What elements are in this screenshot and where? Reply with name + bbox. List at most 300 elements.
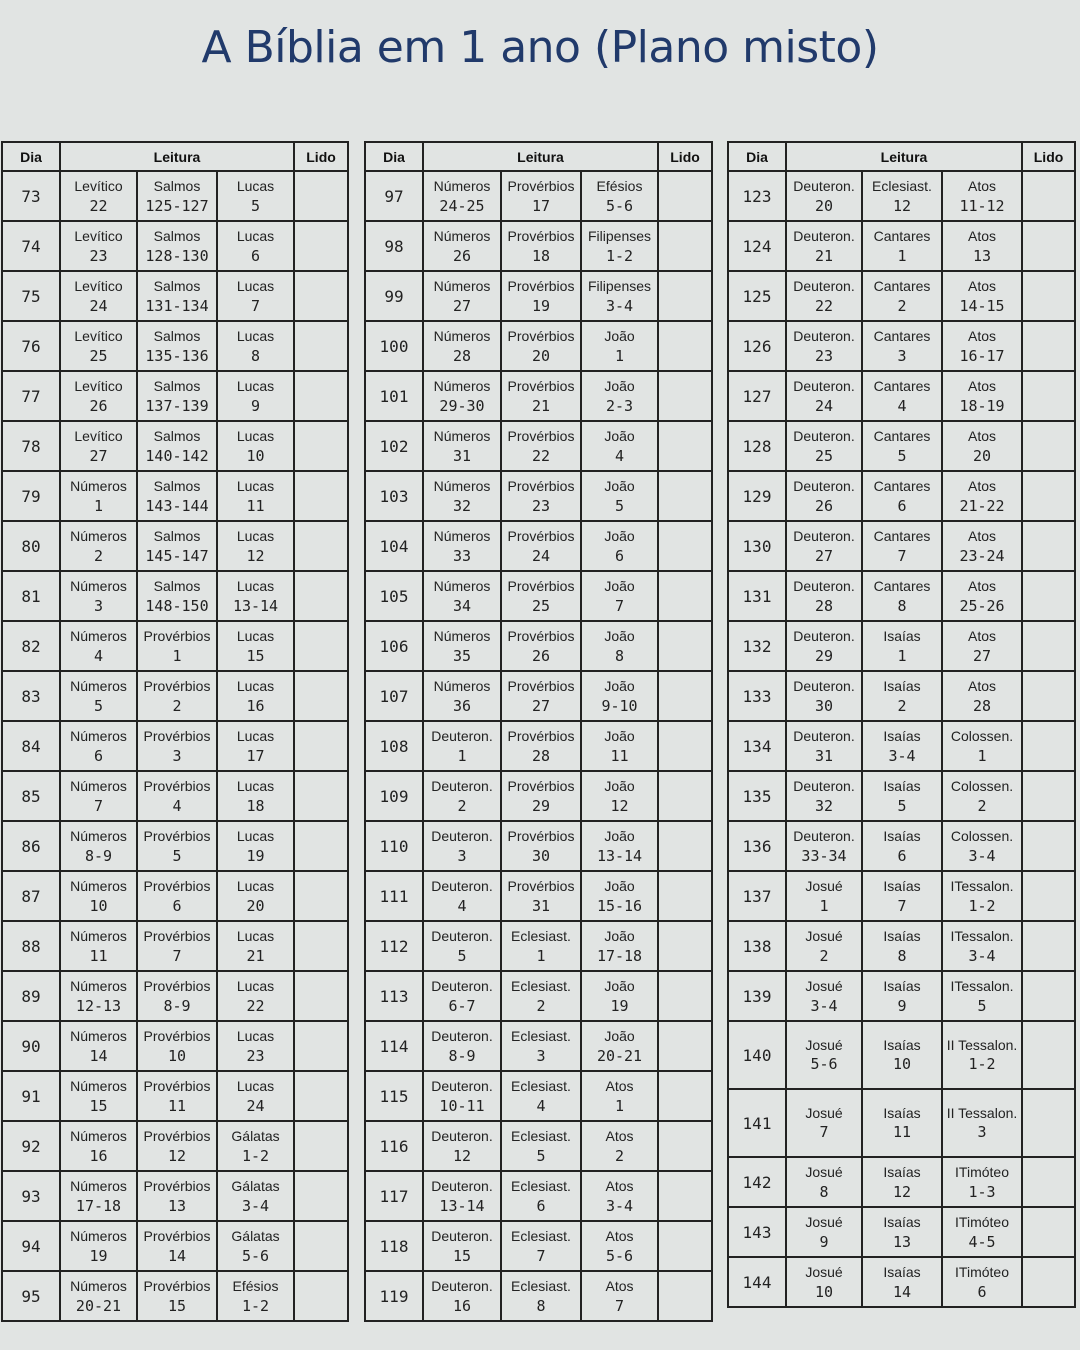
chapters: 20 xyxy=(246,897,265,915)
page-title: A Bíblia em 1 ano (Plano misto) xyxy=(201,22,879,73)
read-checkbox-cell[interactable] xyxy=(658,971,712,1021)
read-checkbox-cell[interactable] xyxy=(1022,621,1075,671)
book-name: João xyxy=(604,1028,635,1044)
reading-cell xyxy=(217,321,294,371)
read-checkbox-cell[interactable] xyxy=(294,1121,348,1171)
reading-cell xyxy=(862,1257,942,1307)
table-row xyxy=(2,271,348,321)
reading-cell xyxy=(423,321,501,371)
read-checkbox-cell[interactable] xyxy=(658,421,712,471)
read-checkbox-cell[interactable] xyxy=(658,171,712,221)
read-checkbox-cell[interactable] xyxy=(1022,971,1075,1021)
book-name: Atos xyxy=(605,1078,634,1094)
chapters: 13 xyxy=(972,247,992,265)
table-row xyxy=(728,521,1075,571)
book-name: Levítico xyxy=(74,228,123,244)
read-checkbox-cell[interactable] xyxy=(658,321,712,371)
chapters: 7 xyxy=(536,1247,546,1265)
read-checkbox-cell[interactable] xyxy=(1022,1157,1075,1207)
reading-cell xyxy=(942,871,1022,921)
read-checkbox-cell[interactable] xyxy=(294,771,348,821)
chapters: 12 xyxy=(167,1147,187,1165)
reading-cell xyxy=(942,171,1022,221)
day-number: 75 xyxy=(2,271,60,321)
read-checkbox-cell[interactable] xyxy=(658,621,712,671)
chapters: 15 xyxy=(246,647,265,665)
book-name: Atos xyxy=(605,1178,634,1194)
day-number: 90 xyxy=(2,1021,60,1071)
chapters: 26 xyxy=(531,647,551,665)
book-name: Deuteron. xyxy=(793,178,855,194)
book-name: Eclesiast. xyxy=(511,928,571,944)
reading-cell xyxy=(501,671,581,721)
read-checkbox-cell[interactable] xyxy=(1022,221,1075,271)
book-name: Levítico xyxy=(74,178,123,194)
book-name: Números xyxy=(70,578,127,594)
reading-cell xyxy=(60,1271,137,1321)
chapters: 19 xyxy=(246,847,265,865)
table-row xyxy=(2,371,348,421)
reading-cell xyxy=(60,421,137,471)
reading-cell xyxy=(786,971,862,1021)
chapters: 23 xyxy=(89,247,108,265)
chapters: 4 xyxy=(536,1097,546,1115)
chapters: 28 xyxy=(814,597,834,615)
read-checkbox-cell[interactable] xyxy=(294,171,348,221)
chapters: 29 xyxy=(531,797,551,815)
table-row xyxy=(2,471,348,521)
book-name: Cantares xyxy=(873,528,931,544)
day-number: 113 xyxy=(365,971,423,1021)
chapters: 16 xyxy=(246,697,265,715)
read-checkbox-cell[interactable] xyxy=(294,1221,348,1271)
chapters: 1 xyxy=(93,497,104,515)
read-checkbox-cell[interactable] xyxy=(294,971,348,1021)
book-name: João xyxy=(604,728,635,744)
chapters: 31 xyxy=(814,747,834,765)
book-name: Eclesiast. xyxy=(511,1128,571,1144)
reading-cell xyxy=(862,171,942,221)
read-checkbox-cell[interactable] xyxy=(658,571,712,621)
chapters: 25-26 xyxy=(959,597,1005,615)
chapters: 7 xyxy=(172,947,182,965)
chapters: 14 xyxy=(89,1047,108,1065)
book-name: Números xyxy=(70,778,127,794)
reading-cell xyxy=(423,821,501,871)
reading-cell xyxy=(581,1021,658,1071)
book-name: Provérbios xyxy=(143,928,211,944)
book-name: Provérbios xyxy=(143,828,211,844)
book-name: Números xyxy=(70,1178,127,1194)
chapters: 3 xyxy=(172,747,182,765)
chapters: 10 xyxy=(167,1047,187,1065)
table-row xyxy=(728,1207,1075,1257)
reading-cell xyxy=(942,421,1022,471)
read-checkbox-cell[interactable] xyxy=(1022,1089,1075,1157)
reading-cell xyxy=(942,1207,1022,1257)
reading-cell xyxy=(60,571,137,621)
read-checkbox-cell[interactable] xyxy=(294,621,348,671)
read-checkbox-cell[interactable] xyxy=(294,1021,348,1071)
table-row xyxy=(728,621,1075,671)
book-name: ITessalon. xyxy=(950,878,1014,894)
read-checkbox-cell[interactable] xyxy=(294,221,348,271)
read-checkbox-cell[interactable] xyxy=(294,1271,348,1321)
reading-cell xyxy=(60,1071,137,1121)
table-row xyxy=(365,721,712,771)
day-number: 111 xyxy=(365,871,423,921)
chapters: 28 xyxy=(452,347,472,365)
book-name: II Tessalon. xyxy=(946,1037,1018,1053)
read-checkbox-cell[interactable] xyxy=(1022,821,1075,871)
chapters: 11 xyxy=(89,947,108,965)
day-number: 76 xyxy=(2,321,60,371)
chapters: 8-9 xyxy=(163,997,191,1015)
read-checkbox-cell[interactable] xyxy=(1022,471,1075,521)
reading-cell xyxy=(862,471,942,521)
reading-cell xyxy=(942,1089,1022,1157)
chapters: 17-18 xyxy=(596,947,643,965)
book-name: Lucas xyxy=(236,378,275,394)
chapters: 4 xyxy=(457,897,467,915)
read-checkbox-cell[interactable] xyxy=(658,1021,712,1071)
read-checkbox-cell[interactable] xyxy=(658,771,712,821)
chapters: 3-4 xyxy=(968,847,996,865)
book-name: Provérbios xyxy=(507,378,575,394)
chapters: 4 xyxy=(615,447,625,465)
book-name: Números xyxy=(433,478,491,494)
reading-cell xyxy=(581,171,658,221)
chapters: 3 xyxy=(457,847,467,865)
book-name: Números xyxy=(70,678,127,694)
read-checkbox-cell[interactable] xyxy=(1022,271,1075,321)
day-number: 82 xyxy=(2,621,60,671)
day-number: 102 xyxy=(365,421,423,471)
day-number: 83 xyxy=(2,671,60,721)
book-name: Provérbios xyxy=(143,1028,211,1044)
read-checkbox-cell[interactable] xyxy=(658,1121,712,1171)
table-row xyxy=(728,1157,1075,1207)
book-name: Levítico xyxy=(74,378,123,394)
book-name: Salmos xyxy=(153,228,201,244)
reading-cell xyxy=(942,821,1022,871)
chapters: 1 xyxy=(615,347,625,365)
book-name: João xyxy=(604,478,635,494)
chapters: 7 xyxy=(897,547,907,565)
reading-cell xyxy=(423,871,501,921)
book-name: Lucas xyxy=(236,478,275,494)
chapters: 26 xyxy=(89,397,108,415)
book-name: Atos xyxy=(968,528,997,544)
chapters: 8 xyxy=(536,1297,546,1315)
reading-cell xyxy=(581,371,658,421)
book-name: Deuteron. xyxy=(431,1178,493,1194)
book-name: Provérbios xyxy=(143,1128,211,1144)
table-row xyxy=(365,521,712,571)
reading-cell xyxy=(137,1021,217,1071)
chapters: 15 xyxy=(167,1297,187,1315)
book-name: Deuteron. xyxy=(793,678,855,694)
reading-cell xyxy=(60,621,137,671)
reading-cell xyxy=(137,1171,217,1221)
book-name: Isaías xyxy=(883,778,921,794)
book-name: Eclesiast. xyxy=(872,178,932,194)
read-checkbox-cell[interactable] xyxy=(658,1221,712,1271)
chapters: 33-34 xyxy=(801,847,847,865)
book-name: Gálatas xyxy=(231,1128,280,1144)
chapters: 145-147 xyxy=(145,547,209,565)
book-name: Salmos xyxy=(153,378,201,394)
chapters: 28 xyxy=(531,747,551,765)
header-read: Lido xyxy=(658,142,712,171)
book-name: Lucas xyxy=(236,328,275,344)
chapters: 7 xyxy=(819,1123,829,1141)
day-number: 107 xyxy=(365,671,423,721)
header-read: Lido xyxy=(1022,142,1075,171)
book-name: João xyxy=(604,628,635,644)
book-name: Deuteron. xyxy=(431,1028,493,1044)
read-checkbox-cell[interactable] xyxy=(658,821,712,871)
table-row xyxy=(728,421,1075,471)
book-name: Números xyxy=(433,428,491,444)
day-number: 128 xyxy=(728,421,786,471)
reading-cell xyxy=(862,421,942,471)
book-name: II Tessalon. xyxy=(946,1105,1018,1121)
day-number: 125 xyxy=(728,271,786,321)
read-checkbox-cell[interactable] xyxy=(294,421,348,471)
read-checkbox-cell[interactable] xyxy=(1022,921,1075,971)
read-checkbox-cell[interactable] xyxy=(294,1171,348,1221)
book-name: Salmos xyxy=(153,328,201,344)
table-row xyxy=(2,821,348,871)
reading-cell xyxy=(942,621,1022,671)
reading-cell xyxy=(942,1021,1022,1089)
reading-cell xyxy=(862,871,942,921)
read-checkbox-cell[interactable] xyxy=(294,1071,348,1121)
reading-cell xyxy=(60,671,137,721)
chapters: 2 xyxy=(615,1147,625,1165)
chapters: 5-6 xyxy=(241,1247,270,1265)
book-name: Josué xyxy=(805,1264,843,1280)
reading-cell xyxy=(862,771,942,821)
reading-cell xyxy=(423,371,501,421)
read-checkbox-cell[interactable] xyxy=(294,321,348,371)
read-checkbox-cell[interactable] xyxy=(294,471,348,521)
reading-cell xyxy=(862,671,942,721)
book-name: Números xyxy=(433,228,491,244)
reading-cell xyxy=(786,321,862,371)
reading-cell xyxy=(786,671,862,721)
read-checkbox-cell[interactable] xyxy=(658,371,712,421)
reading-cell xyxy=(423,1271,501,1321)
read-checkbox-cell[interactable] xyxy=(658,271,712,321)
chapters: 3-4 xyxy=(888,747,916,765)
read-checkbox-cell[interactable] xyxy=(294,871,348,921)
read-checkbox-cell[interactable] xyxy=(1022,871,1075,921)
chapters: 7 xyxy=(251,297,261,315)
table-row xyxy=(2,1271,348,1321)
book-name: Isaías xyxy=(883,628,921,644)
read-checkbox-cell[interactable] xyxy=(294,371,348,421)
table-row xyxy=(2,1071,348,1121)
book-name: Gálatas xyxy=(231,1178,280,1194)
reading-cell xyxy=(581,621,658,671)
book-name: Eclesiast. xyxy=(511,1078,571,1094)
reading-cell xyxy=(423,771,501,821)
read-checkbox-cell[interactable] xyxy=(658,221,712,271)
day-number: 123 xyxy=(728,171,786,221)
book-name: Levítico xyxy=(74,328,123,344)
chapters: 35 xyxy=(452,647,472,665)
table-row xyxy=(2,1121,348,1171)
read-checkbox-cell[interactable] xyxy=(1022,371,1075,421)
reading-cell xyxy=(423,471,501,521)
read-checkbox-cell[interactable] xyxy=(1022,1207,1075,1257)
book-name: Deuteron. xyxy=(431,778,493,794)
chapters: 1 xyxy=(172,647,182,665)
chapters: 31 xyxy=(531,897,551,915)
reading-cell xyxy=(60,971,137,1021)
book-name: Efésios xyxy=(596,178,643,194)
chapters: 27 xyxy=(452,297,472,315)
read-checkbox-cell[interactable] xyxy=(1022,321,1075,371)
reading-cell xyxy=(423,621,501,671)
read-checkbox-cell[interactable] xyxy=(1022,421,1075,471)
book-name: ITessalon. xyxy=(950,978,1014,994)
day-number: 136 xyxy=(728,821,786,871)
read-checkbox-cell[interactable] xyxy=(294,521,348,571)
chapters: 10 xyxy=(89,897,108,915)
reading-cell xyxy=(942,721,1022,771)
read-checkbox-cell[interactable] xyxy=(658,471,712,521)
reading-cell xyxy=(786,421,862,471)
reading-cell xyxy=(217,1121,294,1171)
chapters: 8 xyxy=(251,347,261,365)
read-checkbox-cell[interactable] xyxy=(658,1171,712,1221)
book-name: Isaías xyxy=(883,1037,921,1053)
table-row xyxy=(728,321,1075,371)
book-name: Atos xyxy=(968,378,997,394)
book-name: Provérbios xyxy=(507,228,575,244)
read-checkbox-cell[interactable] xyxy=(1022,1021,1075,1089)
reading-cell xyxy=(217,921,294,971)
table-row xyxy=(365,171,712,221)
read-checkbox-cell[interactable] xyxy=(1022,171,1075,221)
read-checkbox-cell[interactable] xyxy=(294,571,348,621)
reading-cell xyxy=(137,421,217,471)
chapters: 17 xyxy=(531,197,551,215)
reading-cell xyxy=(137,1071,217,1121)
book-name: Deuteron. xyxy=(793,378,855,394)
read-checkbox-cell[interactable] xyxy=(658,921,712,971)
chapters: 25 xyxy=(814,447,834,465)
book-name: Josué xyxy=(805,1214,843,1230)
read-checkbox-cell[interactable] xyxy=(658,721,712,771)
book-name: Deuteron. xyxy=(793,428,855,444)
day-number: 92 xyxy=(2,1121,60,1171)
chapters: 6-7 xyxy=(448,997,476,1015)
book-name: João xyxy=(604,528,635,544)
chapters: 15 xyxy=(89,1097,108,1115)
book-name: Provérbios xyxy=(507,578,575,594)
read-checkbox-cell[interactable] xyxy=(1022,571,1075,621)
chapters: 6 xyxy=(897,497,907,515)
day-number: 87 xyxy=(2,871,60,921)
reading-cell xyxy=(501,371,581,421)
reading-cell xyxy=(217,421,294,471)
read-checkbox-cell[interactable] xyxy=(294,821,348,871)
book-name: Isaías xyxy=(883,928,921,944)
reading-cell xyxy=(423,921,501,971)
reading-cell xyxy=(501,721,581,771)
reading-cell xyxy=(217,221,294,271)
book-name: Atos xyxy=(968,328,997,344)
reading-cell xyxy=(501,521,581,571)
read-checkbox-cell[interactable] xyxy=(1022,1257,1075,1307)
book-name: Deuteron. xyxy=(793,778,855,794)
read-checkbox-cell[interactable] xyxy=(1022,521,1075,571)
read-checkbox-cell[interactable] xyxy=(1022,721,1075,771)
read-checkbox-cell[interactable] xyxy=(1022,671,1075,721)
chapters: 5 xyxy=(615,497,625,515)
book-name: Isaías xyxy=(883,1214,921,1230)
book-name: Josué xyxy=(805,878,843,894)
read-checkbox-cell[interactable] xyxy=(294,671,348,721)
day-number: 139 xyxy=(728,971,786,1021)
read-checkbox-cell[interactable] xyxy=(1022,771,1075,821)
book-name: Cantares xyxy=(873,278,931,294)
book-name: Josué xyxy=(805,1037,843,1053)
chapters: 9-10 xyxy=(601,697,638,715)
reading-cell xyxy=(137,721,217,771)
read-checkbox-cell[interactable] xyxy=(294,921,348,971)
reading-cell xyxy=(501,921,581,971)
chapters: 17 xyxy=(246,747,265,765)
read-checkbox-cell[interactable] xyxy=(658,1071,712,1121)
chapters: 29 xyxy=(814,647,834,665)
reading-cell xyxy=(862,221,942,271)
chapters: 8 xyxy=(897,597,907,615)
table-row xyxy=(728,1257,1075,1307)
header-reading: Leitura xyxy=(423,142,658,171)
read-checkbox-cell[interactable] xyxy=(658,521,712,571)
chapters: 20 xyxy=(531,347,551,365)
book-name: Salmos xyxy=(153,528,201,544)
reading-cell xyxy=(60,771,137,821)
reading-cell xyxy=(423,1071,501,1121)
read-checkbox-cell[interactable] xyxy=(294,271,348,321)
book-name: Lucas xyxy=(236,628,275,644)
book-name: Levítico xyxy=(74,278,123,294)
reading-cell xyxy=(60,371,137,421)
table-row xyxy=(365,771,712,821)
table-row xyxy=(2,1021,348,1071)
reading-cell xyxy=(137,971,217,1021)
book-name: Atos xyxy=(968,478,997,494)
chapters: 30 xyxy=(531,847,551,865)
reading-cell xyxy=(581,821,658,871)
read-checkbox-cell[interactable] xyxy=(658,1271,712,1321)
read-checkbox-cell[interactable] xyxy=(294,721,348,771)
reading-cell xyxy=(217,171,294,221)
read-checkbox-cell[interactable] xyxy=(658,671,712,721)
reading-cell xyxy=(60,1171,137,1221)
day-number: 98 xyxy=(365,221,423,271)
book-name: Deuteron. xyxy=(793,228,855,244)
read-checkbox-cell[interactable] xyxy=(658,871,712,921)
chapters: 11 xyxy=(892,1123,912,1141)
reading-cell xyxy=(423,721,501,771)
